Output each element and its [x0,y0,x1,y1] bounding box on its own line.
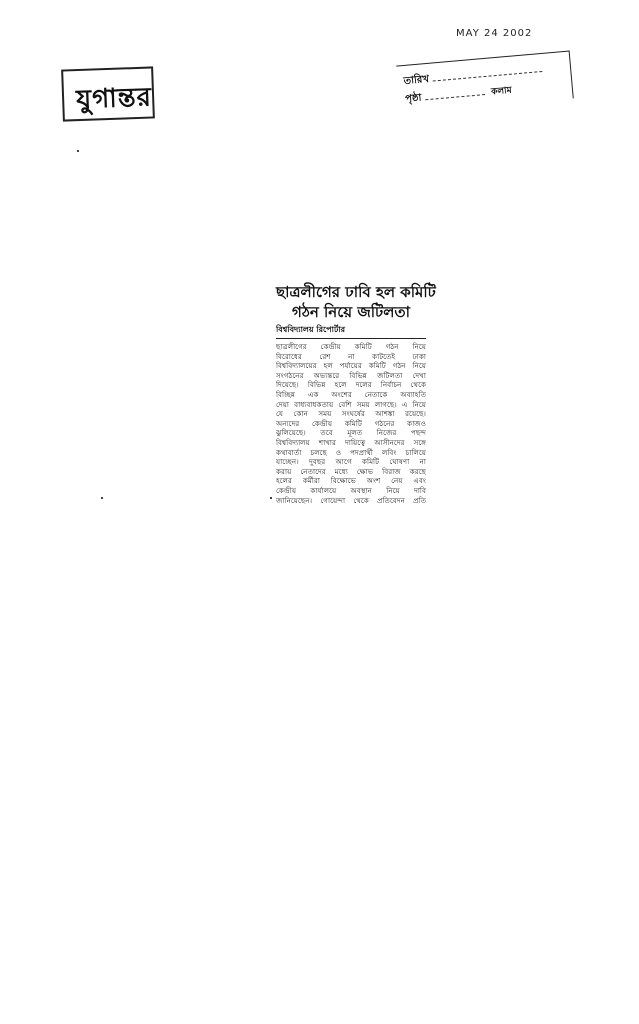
article-body-line: করায় নেতাদের মধ্যে ক্ষোভ বিরাজ করছে [276,466,426,476]
article-body-line: কথাবার্তা চলছে ও পদপ্রার্থী লবিং চালিয়ে [276,447,426,457]
article-body-line: সংগঠনের অভ্যন্তরে বিভিন্ন জটিলতা দেখা [276,370,426,380]
date-dotted-line [433,71,543,82]
headline-line-1: ছাত্রলীগের ঢাবি হল কমিটি [276,283,436,301]
date-page-stamp [396,51,574,114]
newspaper-logo [61,66,155,121]
newspaper-logo-text: যুগান্তর [75,82,153,116]
article-body-line: অন্যদের কেন্দ্রীয় কমিটি গঠনের কাজও [276,418,426,428]
page-label: পৃষ্ঠা [404,92,422,105]
article-body-line: যে কোন সময় সংঘর্ষের আশঙ্কা রয়েছে। [276,409,426,419]
scan-speck [101,497,103,499]
article-body-line: দিয়েছে। বিভিন্ন হলে দলের নির্বাচন থেকে [276,380,426,390]
article-body-line: বিচ্ছিন্ন এক অংশের নেতাকে অব্যাহতি [276,389,426,399]
article-body-line: জানিয়েছেন। গোয়েন্দা থেকে প্রতিবেদন প্রতি [276,495,426,505]
scan-speck [270,497,272,499]
scan-speck [77,150,79,152]
news-clipping [276,282,436,505]
date-label: তারিখ [403,73,430,88]
article-byline: বিশ্ববিদ্যালয় রিপোর্টার [276,324,426,339]
page-dotted-line [425,94,485,100]
article-body-line: বিশ্ববিদ্যালয়ের হল পর্যায়ের কমিটি গঠন নিয়ে [276,361,426,371]
article-body [276,342,426,505]
article-body-line: বিরোধের রেশ না কাটতেই ঢাকা [276,351,426,361]
article-body-line: দেয়া বাধ্যবাধকতায় বেশি সময় লাগছে। এ নিয়ে [276,399,426,409]
received-date-stamp: MAY 24 2002 [456,28,533,39]
article-body-line: কেন্দ্রীয় কার্যালয়ে অবস্থান নিয়ে দাবি [276,485,426,495]
article-body-line: ছাত্রলীগের কেন্দ্রীয় কমিটি গঠন নিয়ে [276,342,426,351]
column-label: কলাম [490,85,513,98]
headline-line-2: গঠন নিয়ে জটিলতা [291,303,411,321]
article-body-line: যাচ্ছেন। দুবছর আগে কমিটি ঘোষণা না [276,457,426,467]
article-headline [276,282,436,322]
article-body-line: হলের কর্মীরা বিক্ষোভে অংশ নেয় এবং [276,476,426,486]
article-body-line: ঝুলিয়েছে। তবে মূলত নিজের পছন্দ [276,428,426,438]
article-body-line: বিশ্ববিদ্যালয় শাখার দায়িত্বে আসীনদের সঙ্গে [276,437,426,447]
